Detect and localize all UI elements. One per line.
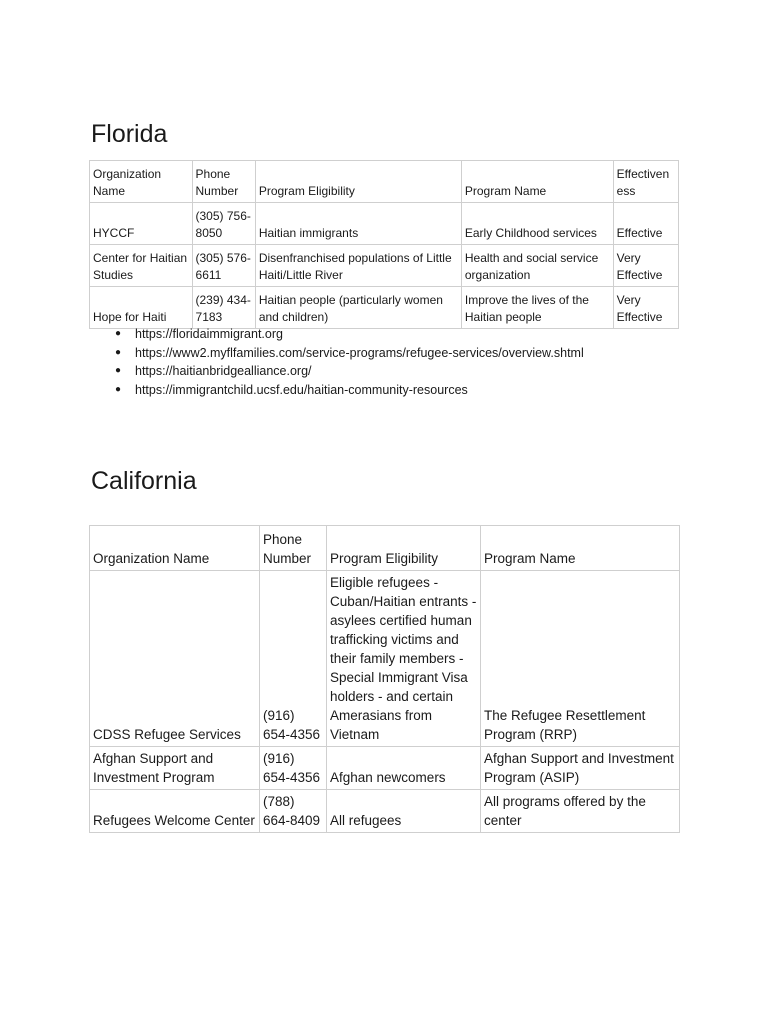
program-eligibility-cell: Eligible refugees - Cuban/Haitian entrants - asylees certified human trafficking victims and their family members - Special Immigrant Visa holders - and certain Amerasians from Vietnam bbox=[327, 571, 481, 747]
resource-link-list bbox=[112, 325, 584, 399]
column-header-effectiveness: Effectiven ess bbox=[613, 161, 678, 203]
florida-heading: Florida bbox=[91, 120, 168, 148]
table-header-row bbox=[90, 526, 680, 571]
program-eligibility-cell: Haitian immigrants bbox=[255, 203, 461, 245]
program-name-cell: Health and social service organization bbox=[461, 245, 613, 287]
california-heading: California bbox=[91, 467, 197, 495]
phone-number-cell: (305) 576-6611 bbox=[192, 245, 255, 287]
program-name-cell: Early Childhood services bbox=[461, 203, 613, 245]
column-header-program-name: Program Name bbox=[461, 161, 613, 203]
california-table bbox=[89, 525, 680, 833]
organization-name-cell: Refugees Welcome Center bbox=[90, 790, 260, 833]
phone-number-cell: (916) 654-4356 bbox=[260, 571, 327, 747]
organization-name-cell: Center for Haitian Studies bbox=[90, 245, 193, 287]
resource-link[interactable]: https://www2.myflfamilies.com/service-programs/refugee-services/overview.shtml bbox=[135, 345, 584, 360]
bullet-icon: ● bbox=[115, 365, 122, 376]
florida-table bbox=[89, 160, 679, 329]
bullet-icon: ● bbox=[115, 346, 122, 358]
phone-number-cell: (916) 654-4356 bbox=[260, 747, 327, 790]
column-header-organization-name: Organization Name bbox=[90, 526, 260, 571]
effectiveness-cell: Effective bbox=[613, 203, 678, 245]
resource-link[interactable]: https://haitianbridgealliance.org/ bbox=[135, 364, 312, 378]
column-header-program-eligibility: Program Eligibility bbox=[327, 526, 481, 571]
table-row bbox=[90, 571, 680, 747]
program-eligibility-cell: Disenfranchised populations of Little Haiti/Little River bbox=[255, 245, 461, 287]
phone-number-cell: (239) 434-7183 bbox=[192, 287, 255, 329]
effectiveness-cell: Very Effective bbox=[613, 287, 678, 329]
table-row bbox=[90, 245, 679, 287]
bullet-icon: ● bbox=[115, 328, 122, 339]
program-eligibility-cell: Haitian people (particularly women and children) bbox=[255, 287, 461, 329]
table-row bbox=[90, 747, 680, 790]
resource-link[interactable]: https://immigrantchild.ucsf.edu/haitian-community-resources bbox=[135, 382, 468, 397]
bullet-icon: ● bbox=[115, 383, 122, 395]
program-name-cell: Improve the lives of the Haitian people bbox=[461, 287, 613, 329]
organization-name-cell: CDSS Refugee Services bbox=[90, 571, 260, 747]
effectiveness-cell: Very Effective bbox=[613, 245, 678, 287]
program-eligibility-cell: Afghan newcomers bbox=[327, 747, 481, 790]
table-row bbox=[90, 287, 679, 329]
list-item bbox=[112, 381, 584, 400]
table-header-row bbox=[90, 161, 679, 203]
column-header-program-eligibility: Program Eligibility bbox=[255, 161, 461, 203]
resource-link[interactable]: https://floridaimmigrant.org bbox=[135, 327, 283, 341]
program-name-cell: Afghan Support and Investment Program (ASIP) bbox=[481, 747, 680, 790]
program-name-cell: All programs offered by the center bbox=[481, 790, 680, 833]
phone-number-cell: (305) 756-8050 bbox=[192, 203, 255, 245]
column-header-program-name: Program Name bbox=[481, 526, 680, 571]
list-item bbox=[112, 325, 584, 344]
table-row bbox=[90, 790, 680, 833]
organization-name-cell: HYCCF bbox=[90, 203, 193, 245]
column-header-phone-number: Phone Number bbox=[260, 526, 327, 571]
program-name-cell: The Refugee Resettlement Program (RRP) bbox=[481, 571, 680, 747]
program-eligibility-cell: All refugees bbox=[327, 790, 481, 833]
phone-number-cell: (788) 664-8409 bbox=[260, 790, 327, 833]
column-header-phone-number: Phone Number bbox=[192, 161, 255, 203]
list-item bbox=[112, 362, 584, 381]
column-header-organization-name: Organization Name bbox=[90, 161, 193, 203]
organization-name-cell: Afghan Support and Investment Program bbox=[90, 747, 260, 790]
organization-name-cell: Hope for Haiti bbox=[90, 287, 193, 329]
table-row bbox=[90, 203, 679, 245]
list-item bbox=[112, 344, 584, 363]
